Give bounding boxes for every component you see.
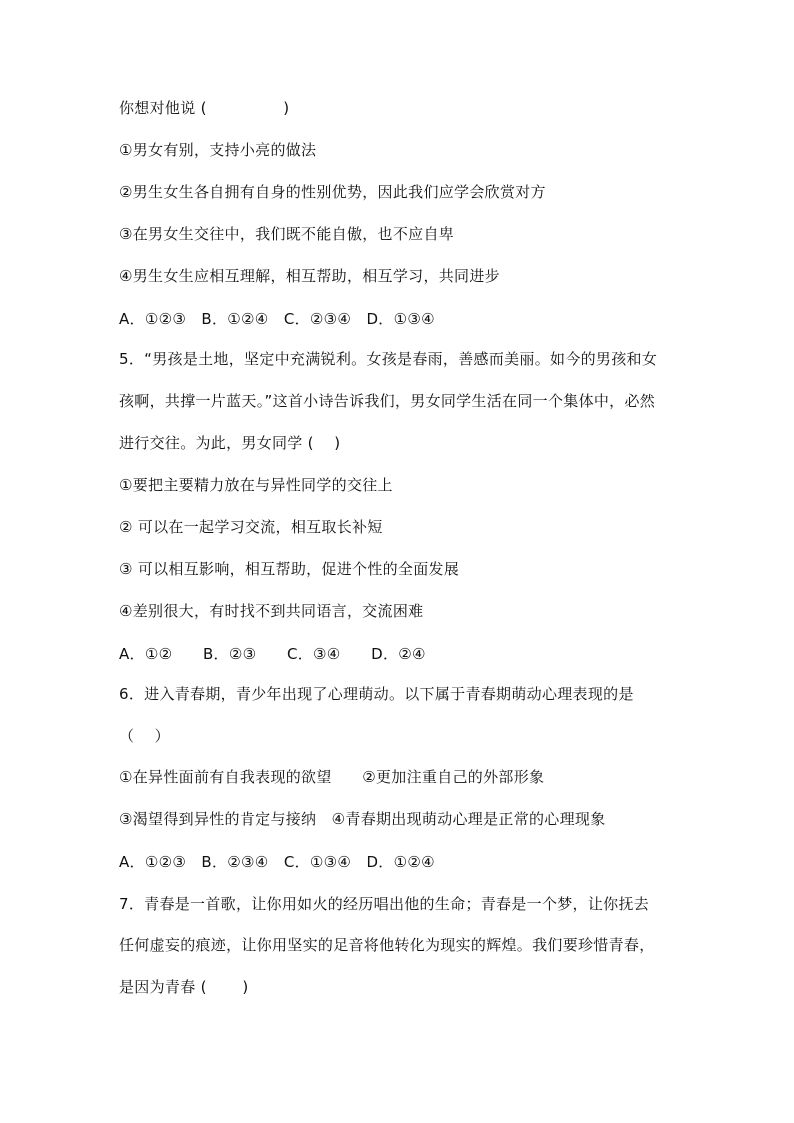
question-5-option-1: ①要把主要精力放在与异性同学的交往上 xyxy=(119,476,393,494)
question-6-stem-line-1: 6．进入青春期，青少年出现了心理萌动。以下属于青春期萌动心理表现的是 xyxy=(119,685,634,703)
question-4-option-1: ①男女有别，支持小亮的做法 xyxy=(119,141,317,159)
question-5-option-3: ③ 可以相互影响，相互帮助，促进个性的全面发展 xyxy=(119,560,460,578)
question-5-stem-line-1: 5．“男孩是土地，坚定中充满锐利。女孩是春雨，善感而美丽。如今的男孩和女 xyxy=(119,350,658,368)
question-7-stem-line-1: 7．青春是一首歌，让你用如火的经历唱出他的生命；青春是一个梦，让你抚去 xyxy=(119,895,650,913)
question-4-choices: A．①②③ B．①②④ C．②③④ D．①③④ xyxy=(119,310,435,328)
question-5-stem-line-2: 孩啊，共撑一片蓝天。”这首小诗告诉我们，男女同学生活在同一个集体中，必然 xyxy=(119,392,656,410)
question-7-stem-line-3: 是因为青春 ( ) xyxy=(119,978,249,996)
question-5-choices: A．①② B．②③ C．③④ D．②④ xyxy=(119,645,426,663)
question-4-prompt-tail: 你想对他说 ( ) xyxy=(119,99,290,117)
question-6-options-1-2: ①在异性面前有自我表现的欲望 ②更加注重自己的外部形象 xyxy=(119,768,545,786)
question-4-option-4: ④男生女生应相互理解，相互帮助，相互学习，共同进步 xyxy=(119,267,500,285)
question-5-option-2: ② 可以在一起学习交流，相互取长补短 xyxy=(119,518,383,536)
question-6-stem-line-2: （ ） xyxy=(119,727,170,745)
question-5-option-4: ④差别很大，有时找不到共同语言，交流困难 xyxy=(119,602,424,620)
question-5-stem-line-3: 进行交往。为此，男女同学 ( ) xyxy=(119,434,341,452)
question-4-option-3: ③在男女生交往中，我们既不能自傲，也不应自卑 xyxy=(119,225,455,243)
question-4-option-2: ②男生女生各自拥有自身的性别优势，因此我们应学会欣赏对方 xyxy=(119,183,546,201)
question-6-choices: A．①②③ B．②③④ C．①③④ D．①②④ xyxy=(119,853,435,871)
question-7-stem-line-2: 任何虚妄的痕迹，让你用坚实的足音将他转化为现实的辉煌。我们要珍惜青春， xyxy=(119,936,655,954)
question-6-options-3-4: ③渴望得到异性的肯定与接纳 ④青春期出现萌动心理是正常的心理现象 xyxy=(119,810,606,828)
